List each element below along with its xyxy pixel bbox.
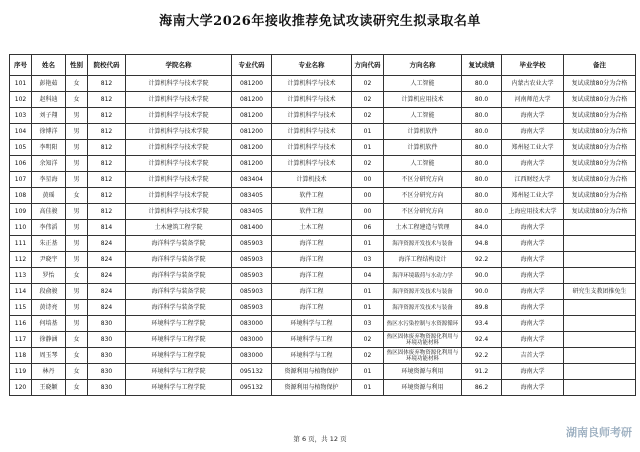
cell-remarks: 复试成绩80分为合格 — [564, 124, 636, 140]
cell-graduate-school: 海南大学 — [502, 316, 564, 332]
cell-remarks — [564, 348, 636, 364]
cell-name: 刘子翔 — [32, 108, 66, 124]
cell-name: 林丹 — [32, 364, 66, 380]
cell-graduate-school: 海南大学 — [502, 124, 564, 140]
cell-direction-code: 03 — [352, 316, 384, 332]
cell-retest-score: 80.0 — [462, 188, 502, 204]
cell-gender: 男 — [66, 284, 88, 300]
cell-seq: 120 — [10, 380, 32, 396]
cell-remarks — [564, 220, 636, 236]
cell-school-code: 824 — [88, 268, 126, 284]
table-row — [10, 188, 636, 204]
cell-major-code: 085903 — [232, 300, 272, 316]
cell-remarks — [564, 380, 636, 396]
cell-direction-code: 06 — [352, 220, 384, 236]
cell-graduate-school: 海南大学 — [502, 108, 564, 124]
cell-school-code: 812 — [88, 204, 126, 220]
cell-major-code: 085903 — [232, 268, 272, 284]
cell-major-name: 计算机科学与技术 — [272, 92, 352, 108]
cell-seq: 116 — [10, 316, 32, 332]
cell-direction-code: 01 — [352, 284, 384, 300]
cell-college: 计算机科学与技术学院 — [126, 140, 232, 156]
cell-school-code: 812 — [88, 156, 126, 172]
cell-college: 土木建筑工程学院 — [126, 220, 232, 236]
cell-major-name: 海洋工程 — [272, 268, 352, 284]
cell-retest-score: 80.0 — [462, 140, 502, 156]
cell-name: 周玉琴 — [32, 348, 66, 364]
cell-gender: 男 — [66, 124, 88, 140]
table-row — [10, 364, 636, 380]
cell-college: 环境科学与工程学院 — [126, 348, 232, 364]
table-header-row — [10, 55, 636, 76]
cell-major-code: 081200 — [232, 156, 272, 172]
cell-graduate-school: 海南大学 — [502, 220, 564, 236]
cell-gender: 男 — [66, 300, 88, 316]
cell-graduate-school: 海南大学 — [502, 156, 564, 172]
cell-major-name: 计算机科学与技术 — [272, 140, 352, 156]
page-footer: 第 6 页，共 12 页 — [293, 435, 347, 443]
cell-remarks — [564, 316, 636, 332]
cell-major-code: 083405 — [232, 188, 272, 204]
cell-name: 李伟滔 — [32, 220, 66, 236]
cell-major-name: 资源利用与植物保护 — [272, 364, 352, 380]
cell-graduate-school: 海南大学 — [502, 332, 564, 348]
cell-name: 罗怡 — [32, 268, 66, 284]
cell-gender: 男 — [66, 172, 88, 188]
table-row — [10, 172, 636, 188]
cell-seq: 102 — [10, 92, 32, 108]
table-row — [10, 92, 636, 108]
cell-retest-score: 80.0 — [462, 124, 502, 140]
cell-direction-name: 不区分研究方向 — [384, 172, 462, 188]
cell-gender: 女 — [66, 364, 88, 380]
cell-school-code: 824 — [88, 252, 126, 268]
cell-college: 计算机科学与技术学院 — [126, 188, 232, 204]
cell-name: 尹晓宇 — [32, 252, 66, 268]
cell-college: 海洋科学与装备学院 — [126, 268, 232, 284]
cell-retest-score: 91.2 — [462, 364, 502, 380]
cell-college: 环境科学与工程学院 — [126, 364, 232, 380]
table-row — [10, 380, 636, 396]
cell-direction-name: 不区分研究方向 — [384, 188, 462, 204]
cell-direction-code: 04 — [352, 268, 384, 284]
cell-major-name: 海洋工程 — [272, 236, 352, 252]
cell-gender: 女 — [66, 380, 88, 396]
cell-major-code: 081200 — [232, 76, 272, 92]
cell-school-code: 824 — [88, 284, 126, 300]
cell-name: 赵科迪 — [32, 92, 66, 108]
cell-major-code: 083405 — [232, 204, 272, 220]
col-header-seq: 序号 — [10, 55, 32, 76]
cell-seq: 103 — [10, 108, 32, 124]
cell-gender: 女 — [66, 92, 88, 108]
cell-seq: 109 — [10, 204, 32, 220]
cell-remarks: 复试成绩80分为合格 — [564, 92, 636, 108]
cell-major-name: 计算机科学与技术 — [272, 76, 352, 92]
cell-direction-code: 01 — [352, 124, 384, 140]
cell-retest-score: 93.4 — [462, 316, 502, 332]
cell-college: 计算机科学与技术学院 — [126, 92, 232, 108]
cell-name: 余知洋 — [32, 156, 66, 172]
cell-remarks: 复试成绩80分为合格 — [564, 108, 636, 124]
cell-major-code: 081200 — [232, 92, 272, 108]
cell-remarks — [564, 268, 636, 284]
cell-college: 计算机科学与技术学院 — [126, 156, 232, 172]
col-header-school-code: 院校代码 — [88, 55, 126, 76]
cell-school-code: 812 — [88, 108, 126, 124]
cell-graduate-school: 海南大学 — [502, 380, 564, 396]
cell-direction-code: 00 — [352, 172, 384, 188]
cell-gender: 男 — [66, 204, 88, 220]
cell-name: 高佳骏 — [32, 204, 66, 220]
cell-retest-score: 92.2 — [462, 252, 502, 268]
cell-gender: 女 — [66, 332, 88, 348]
cell-remarks — [564, 300, 636, 316]
cell-graduate-school: 内蒙古农业大学 — [502, 76, 564, 92]
cell-name: 朱正基 — [32, 236, 66, 252]
table-row — [10, 156, 636, 172]
table-row — [10, 284, 636, 300]
cell-direction-name: 环境资源与利用 — [384, 364, 462, 380]
cell-retest-score: 90.0 — [462, 268, 502, 284]
cell-major-name: 环境科学与工程 — [272, 316, 352, 332]
table-row — [10, 300, 636, 316]
cell-retest-score: 80.0 — [462, 76, 502, 92]
cell-college: 计算机科学与技术学院 — [126, 76, 232, 92]
cell-graduate-school: 海南大学 — [502, 268, 564, 284]
cell-major-name: 软件工程 — [272, 204, 352, 220]
cell-seq: 115 — [10, 300, 32, 316]
cell-gender: 男 — [66, 220, 88, 236]
cell-major-name: 土木工程 — [272, 220, 352, 236]
cell-direction-name: 不区分研究方向 — [384, 204, 462, 220]
cell-direction-code: 02 — [352, 156, 384, 172]
cell-college: 海洋科学与装备学院 — [126, 300, 232, 316]
col-header-gender: 性别 — [66, 55, 88, 76]
cell-direction-code: 01 — [352, 380, 384, 396]
table-row — [10, 252, 636, 268]
table-row — [10, 268, 636, 284]
cell-direction-name: 海洋资源开发技术与装备 — [384, 300, 462, 316]
cell-gender: 男 — [66, 252, 88, 268]
cell-school-code: 824 — [88, 236, 126, 252]
cell-direction-code: 02 — [352, 332, 384, 348]
cell-seq: 114 — [10, 284, 32, 300]
cell-retest-score: 80.0 — [462, 92, 502, 108]
cell-remarks: 复试成绩80分为合格 — [564, 204, 636, 220]
cell-major-code: 085903 — [232, 284, 272, 300]
cell-seq: 101 — [10, 76, 32, 92]
cell-gender: 男 — [66, 108, 88, 124]
table-row — [10, 76, 636, 92]
cell-name: 徐静涵 — [32, 332, 66, 348]
cell-gender: 男 — [66, 236, 88, 252]
table-row — [10, 140, 636, 156]
cell-major-name: 计算机科学与技术 — [272, 108, 352, 124]
cell-school-code: 812 — [88, 140, 126, 156]
cell-gender: 男 — [66, 156, 88, 172]
cell-direction-code: 02 — [352, 92, 384, 108]
cell-major-code: 095132 — [232, 380, 272, 396]
cell-school-code: 830 — [88, 348, 126, 364]
col-header-major-code: 专业代码 — [232, 55, 272, 76]
cell-retest-score: 80.0 — [462, 172, 502, 188]
cell-direction-name: 海洋资源开发技术与装备 — [384, 236, 462, 252]
table-body — [10, 76, 636, 396]
cell-gender: 女 — [66, 268, 88, 284]
cell-college: 计算机科学与技术学院 — [126, 124, 232, 140]
cell-gender: 女 — [66, 76, 88, 92]
cell-college: 环境科学与工程学院 — [126, 316, 232, 332]
cell-major-code: 083404 — [232, 172, 272, 188]
cell-graduate-school: 郑州轻工业大学 — [502, 140, 564, 156]
cell-seq: 104 — [10, 124, 32, 140]
col-header-retest-score: 复试成绩 — [462, 55, 502, 76]
cell-graduate-school: 郑州轻工业大学 — [502, 188, 564, 204]
cell-seq: 118 — [10, 348, 32, 364]
cell-graduate-school: 海南大学 — [502, 284, 564, 300]
cell-graduate-school: 上海应用技术大学 — [502, 204, 564, 220]
cell-direction-name: 土木工程建造与管理 — [384, 220, 462, 236]
cell-name: 彭艳茹 — [32, 76, 66, 92]
cell-college: 海洋科学与装备学院 — [126, 252, 232, 268]
cell-direction-code: 02 — [352, 108, 384, 124]
cell-graduate-school: 江西财经大学 — [502, 172, 564, 188]
table-row — [10, 236, 636, 252]
cell-seq: 119 — [10, 364, 32, 380]
cell-remarks — [564, 332, 636, 348]
cell-college: 计算机科学与技术学院 — [126, 172, 232, 188]
cell-major-name: 计算机科学与技术 — [272, 156, 352, 172]
cell-major-code: 081200 — [232, 108, 272, 124]
cell-graduate-school: 海南大学 — [502, 300, 564, 316]
document-title: 海南大学2026年接收推荐免试攻读研究生拟录取名单 — [159, 14, 481, 29]
cell-major-name: 资源利用与植物保护 — [272, 380, 352, 396]
cell-direction-name: 计算机应用技术 — [384, 92, 462, 108]
col-header-direction-name: 方向名称 — [384, 55, 462, 76]
table-row — [10, 348, 636, 364]
cell-name: 段俞骏 — [32, 284, 66, 300]
cell-remarks — [564, 236, 636, 252]
cell-school-code: 812 — [88, 124, 126, 140]
table-row — [10, 220, 636, 236]
cell-direction-name: 计算机软件 — [384, 124, 462, 140]
watermark: 湖南良师考研 — [566, 426, 632, 439]
cell-remarks: 复试成绩80分为合格 — [564, 156, 636, 172]
cell-major-name: 环境科学与工程 — [272, 332, 352, 348]
cell-remarks — [564, 364, 636, 380]
cell-major-name: 海洋工程 — [272, 300, 352, 316]
cell-school-code: 812 — [88, 76, 126, 92]
table-row — [10, 204, 636, 220]
cell-direction-name: 人工智能 — [384, 156, 462, 172]
table-row — [10, 316, 636, 332]
cell-school-code: 812 — [88, 188, 126, 204]
cell-remarks: 复试成绩80分为合格 — [564, 188, 636, 204]
cell-graduate-school: 海南大学 — [502, 252, 564, 268]
cell-gender: 男 — [66, 316, 88, 332]
cell-major-name: 海洋工程 — [272, 252, 352, 268]
cell-remarks: 复试成绩80分为合格 — [564, 140, 636, 156]
admission-table — [9, 54, 636, 396]
cell-graduate-school: 海南大学 — [502, 364, 564, 380]
cell-direction-name: 热区固体废弃物资源化利用与环境功能材料 — [384, 332, 462, 348]
cell-major-name: 计算机科学与技术 — [272, 124, 352, 140]
cell-direction-code: 03 — [352, 252, 384, 268]
cell-name: 黄瑶 — [32, 188, 66, 204]
cell-major-code: 083000 — [232, 316, 272, 332]
col-header-direction-code: 方向代码 — [352, 55, 384, 76]
cell-school-code: 830 — [88, 380, 126, 396]
cell-graduate-school: 海南大学 — [502, 236, 564, 252]
table-row — [10, 124, 636, 140]
cell-remarks — [564, 252, 636, 268]
cell-direction-code: 00 — [352, 188, 384, 204]
cell-direction-name: 计算机软件 — [384, 140, 462, 156]
cell-name: 王晓颖 — [32, 380, 66, 396]
cell-seq: 113 — [10, 268, 32, 284]
cell-retest-score: 94.8 — [462, 236, 502, 252]
col-header-name: 姓名 — [32, 55, 66, 76]
cell-major-name: 软件工程 — [272, 188, 352, 204]
cell-direction-name: 热区固体废弃物资源化利用与环境功能材料 — [384, 348, 462, 364]
cell-direction-name: 海洋工程结构设计 — [384, 252, 462, 268]
cell-direction-name: 热区水污染控制与水资源循环 — [384, 316, 462, 332]
cell-remarks: 研究生支教团推免生 — [564, 284, 636, 300]
cell-direction-code: 02 — [352, 76, 384, 92]
cell-seq: 106 — [10, 156, 32, 172]
cell-direction-code: 01 — [352, 364, 384, 380]
cell-school-code: 830 — [88, 332, 126, 348]
cell-major-code: 095132 — [232, 364, 272, 380]
cell-seq: 117 — [10, 332, 32, 348]
cell-direction-code: 00 — [352, 204, 384, 220]
cell-direction-code: 01 — [352, 140, 384, 156]
cell-direction-code: 01 — [352, 236, 384, 252]
cell-college: 环境科学与工程学院 — [126, 380, 232, 396]
cell-seq: 111 — [10, 236, 32, 252]
cell-retest-score: 89.8 — [462, 300, 502, 316]
cell-major-name: 海洋工程 — [272, 284, 352, 300]
cell-direction-name: 海洋资源开发技术与装备 — [384, 284, 462, 300]
cell-direction-name: 环境资源与利用 — [384, 380, 462, 396]
cell-retest-score: 80.0 — [462, 156, 502, 172]
cell-major-code: 081400 — [232, 220, 272, 236]
cell-direction-name: 人工智能 — [384, 108, 462, 124]
cell-retest-score: 86.2 — [462, 380, 502, 396]
cell-retest-score: 92.4 — [462, 332, 502, 348]
col-header-graduate-school: 毕业学校 — [502, 55, 564, 76]
cell-direction-name: 人工智能 — [384, 76, 462, 92]
cell-seq: 112 — [10, 252, 32, 268]
cell-seq: 105 — [10, 140, 32, 156]
cell-major-code: 081200 — [232, 140, 272, 156]
cell-school-code: 830 — [88, 364, 126, 380]
cell-major-name: 计算机技术 — [272, 172, 352, 188]
cell-seq: 108 — [10, 188, 32, 204]
cell-school-code: 824 — [88, 300, 126, 316]
cell-name: 黄诗亮 — [32, 300, 66, 316]
cell-college: 计算机科学与技术学院 — [126, 204, 232, 220]
cell-graduate-school: 河南师范大学 — [502, 92, 564, 108]
cell-retest-score: 90.0 — [462, 284, 502, 300]
cell-major-code: 081200 — [232, 124, 272, 140]
cell-school-code: 814 — [88, 220, 126, 236]
cell-direction-code: 01 — [352, 300, 384, 316]
cell-direction-name: 海洋环境载荷与水动力学 — [384, 268, 462, 284]
cell-gender: 男 — [66, 140, 88, 156]
table-row — [10, 108, 636, 124]
cell-major-name: 环境科学与工程 — [272, 348, 352, 364]
cell-gender: 女 — [66, 188, 88, 204]
cell-college: 计算机科学与技术学院 — [126, 108, 232, 124]
cell-retest-score: 92.2 — [462, 348, 502, 364]
cell-retest-score: 84.0 — [462, 220, 502, 236]
cell-name: 徐博洋 — [32, 124, 66, 140]
cell-retest-score: 80.0 — [462, 204, 502, 220]
cell-name: 李明阳 — [32, 140, 66, 156]
col-header-remarks: 备注 — [564, 55, 636, 76]
cell-retest-score: 80.0 — [462, 108, 502, 124]
cell-college: 海洋科学与装备学院 — [126, 284, 232, 300]
cell-gender: 女 — [66, 348, 88, 364]
col-header-major-name: 专业名称 — [272, 55, 352, 76]
cell-name: 李星海 — [32, 172, 66, 188]
cell-major-code: 083000 — [232, 332, 272, 348]
table-row — [10, 332, 636, 348]
cell-graduate-school: 吉首大学 — [502, 348, 564, 364]
cell-school-code: 812 — [88, 172, 126, 188]
cell-major-code: 085903 — [232, 252, 272, 268]
cell-major-code: 085903 — [232, 236, 272, 252]
cell-major-code: 083000 — [232, 348, 272, 364]
col-header-college: 学院名称 — [126, 55, 232, 76]
cell-remarks: 复试成绩80分为合格 — [564, 76, 636, 92]
cell-direction-code: 02 — [352, 348, 384, 364]
cell-school-code: 830 — [88, 316, 126, 332]
cell-college: 环境科学与工程学院 — [126, 332, 232, 348]
cell-name: 何培基 — [32, 316, 66, 332]
cell-remarks: 复试成绩80分为合格 — [564, 172, 636, 188]
cell-college: 海洋科学与装备学院 — [126, 236, 232, 252]
cell-seq: 110 — [10, 220, 32, 236]
cell-seq: 107 — [10, 172, 32, 188]
cell-school-code: 812 — [88, 92, 126, 108]
